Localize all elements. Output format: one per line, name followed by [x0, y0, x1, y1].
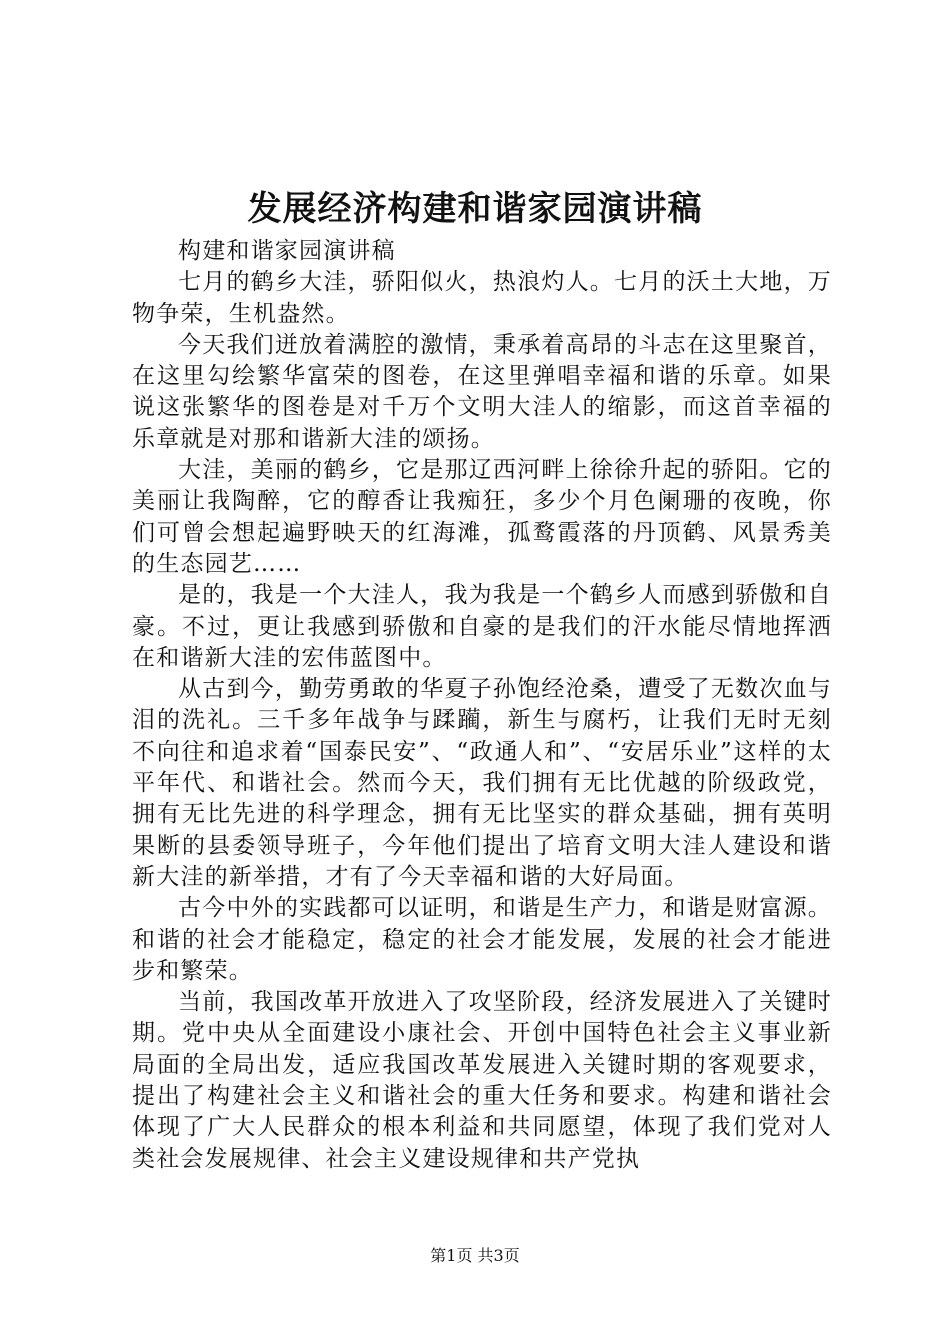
- document-body: [132, 236, 832, 1175]
- paragraph: 古今中外的实践都可以证明，和谐是生产力，和谐是财富源。和谐的社会才能稳定，稳定的社会才能发展，发展的社会才能进步和繁荣。: [132, 895, 832, 984]
- paragraph: 七月的鹤乡大洼，骄阳似火，热浪灼人。七月的沃土大地，万物争荣，生机盎然。: [132, 269, 832, 327]
- paragraph: 大洼，美丽的鹤乡，它是那辽西河畔上徐徐升起的骄阳。它的美丽让我陶醉，它的醇香让我痴狂，多少个月色阑珊的夜晚，你们可曾会想起遍野映天的红海滩，孤鹜霞落的丹顶鹤、风景秀美的生态园艺……: [132, 457, 832, 577]
- paragraph: 今天我们迸放着满腔的激情，秉承着高昂的斗志在这里聚首，在这里勾绘繁华富荣的图卷，在这里弹唱幸福和谐的乐章。如果说这张繁华的图卷是对千万个文明大洼人的缩影，而这首幸福的乐章就是对那和谐新大洼的颂扬。: [132, 331, 832, 452]
- paragraph: 当前，我国改革开放进入了攻坚阶段，经济发展进入了关键时期。党中央从全面建设小康社会、开创中国特色社会主义事业新局面的全局出发，适应我国改革发展进入关键时期的客观要求，提出了构建社会主义和谐社会的重大任务和要求。构建和谐社会体现了广大人民群众的根本利益和共同愿望，体现了我们党对人类社会发展规律、社会主义建设规律和共产党执: [132, 989, 832, 1172]
- paragraph: 从古到今，勤劳勇敢的华夏子孙饱经沧桑，遭受了无数次血与泪的洗礼。三千多年战争与蹂躏，新生与腐朽，让我们无时无刻不向往和追求着“国泰民安”、“政通人和”、“安居乐业”这样的太平年代、和谐社会。然而今天，我们拥有无比优越的阶级政党，拥有无比先进的科学理念，拥有无比坚实的群众基础，拥有英明果断的县委领导班子，今年他们提出了培育文明大洼人建设和谐新大洼的新举措，才有了今天幸福和谐的大好局面。: [132, 676, 832, 890]
- paragraph: 是的，我是一个大洼人，我为我是一个鹤乡人而感到骄傲和自豪。不过，更让我感到骄傲和自豪的是我们的汗水能尽情地挥洒在和谐新大洼的宏伟蓝图中。: [132, 582, 832, 671]
- page-number-footer: 第1页 共3页: [430, 1246, 520, 1265]
- paragraph-subtitle: 构建和谐家园演讲稿: [178, 238, 396, 264]
- page-title: 发展经济构建和谐家园演讲稿: [247, 189, 703, 229]
